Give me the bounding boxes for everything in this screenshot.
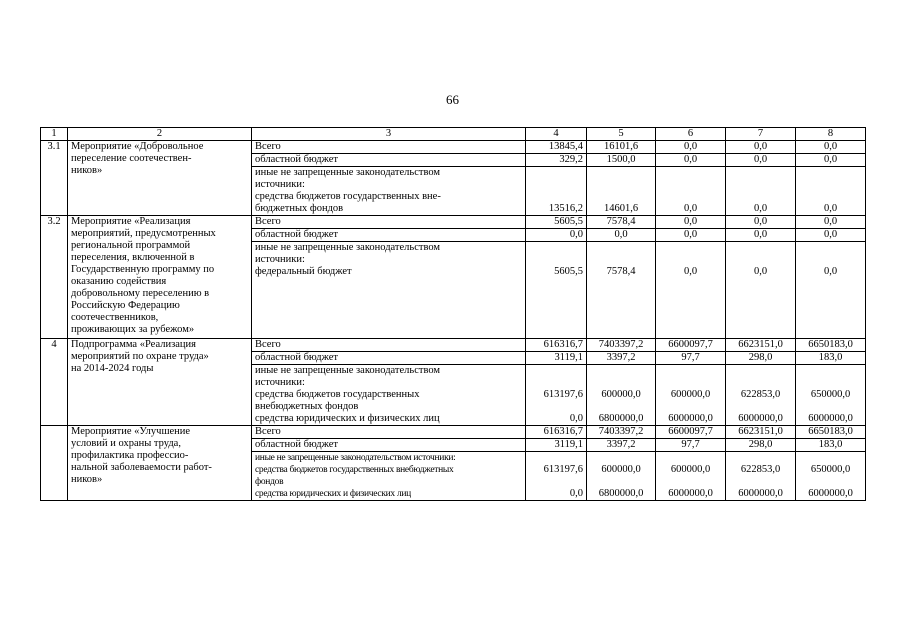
value: 6000000,0 <box>668 488 713 499</box>
header-col-3: 3 <box>252 128 526 141</box>
table-row <box>41 426 866 439</box>
value: 0,0 <box>683 141 698 152</box>
spacer <box>799 278 862 290</box>
value-cell-c7 <box>726 365 796 426</box>
value-cell-c6 <box>656 154 726 167</box>
value <box>529 191 583 203</box>
description-line: мероприятий по охране труда» <box>71 351 209 362</box>
row-number: 3.2 <box>41 216 68 339</box>
header-col-1: 1 <box>41 128 68 141</box>
value: 6600097,7 <box>668 426 713 437</box>
value <box>729 167 792 179</box>
value: 97,7 <box>681 352 700 363</box>
value: 600000,0 <box>601 389 641 400</box>
spacer <box>799 290 862 302</box>
value <box>659 476 722 488</box>
spacer <box>659 278 722 290</box>
value: 0,0 <box>683 154 698 165</box>
value-cell-c4 <box>526 426 587 439</box>
value <box>729 401 792 413</box>
value <box>799 179 862 191</box>
spacer <box>729 290 792 302</box>
description-line: переселения, включенной в <box>71 252 195 263</box>
value <box>529 401 583 413</box>
value: 0,0 <box>753 141 768 152</box>
value-cell-c5 <box>587 242 656 339</box>
value <box>529 452 583 464</box>
value: 7403397,2 <box>598 339 644 350</box>
funding-source <box>252 426 526 439</box>
source-line: внебюджетных фондов <box>255 401 359 412</box>
row-description <box>68 339 252 426</box>
value: 650000,0 <box>810 464 851 475</box>
value-cell-c7 <box>726 154 796 167</box>
value-cell-c8 <box>796 452 866 501</box>
value <box>529 377 583 389</box>
value <box>529 242 583 254</box>
value-cell-c7 <box>726 439 796 452</box>
value: 0,0 <box>823 229 838 240</box>
value: 0,0 <box>823 216 838 227</box>
description-line: проживающих за рубежом» <box>71 324 195 335</box>
source-line: фондов <box>255 477 284 487</box>
value <box>659 365 722 377</box>
value-cell-c7 <box>726 352 796 365</box>
value: 0,0 <box>753 266 768 277</box>
value-cell-c5 <box>587 141 656 154</box>
spacer <box>255 290 522 302</box>
value <box>729 254 792 266</box>
value <box>590 179 652 191</box>
value: 0,0 <box>753 154 768 165</box>
value: 183,0 <box>818 352 843 363</box>
spacer <box>729 326 792 338</box>
value: 5605,5 <box>554 266 583 277</box>
value <box>799 191 862 203</box>
value-cell-c5 <box>587 167 656 216</box>
spacer <box>255 278 522 290</box>
funding-source <box>252 352 526 365</box>
value <box>590 167 652 179</box>
value <box>529 179 583 191</box>
source-line: средства юридических и физических лиц <box>255 413 440 424</box>
value: 13845,4 <box>548 141 583 152</box>
value-cell-c6 <box>656 426 726 439</box>
value: 0,0 <box>823 203 838 214</box>
value <box>590 191 652 203</box>
value: 0,0 <box>569 488 583 499</box>
value: 183,0 <box>818 439 843 450</box>
value: 298,0 <box>748 352 773 363</box>
value <box>590 254 652 266</box>
value: 6000000,0 <box>668 413 713 424</box>
value <box>729 476 792 488</box>
value-cell-c5 <box>587 339 656 352</box>
value-cell-c7 <box>726 452 796 501</box>
value <box>799 476 862 488</box>
value-cell-c8 <box>796 154 866 167</box>
value: 7578,4 <box>606 216 636 227</box>
value-cell-c7 <box>726 141 796 154</box>
value: 298,0 <box>748 439 773 450</box>
value-cell-c5 <box>587 365 656 426</box>
value <box>590 365 652 377</box>
value: 0,0 <box>569 229 583 240</box>
value: 97,7 <box>681 439 700 450</box>
header-col-4: 4 <box>526 128 587 141</box>
row-number: 3.1 <box>41 141 68 216</box>
value <box>729 452 792 464</box>
description-line: нальной заболеваемости работ- <box>71 462 212 473</box>
source-line: иные не запрещенные законодательством источники: <box>255 453 456 463</box>
value: 613197,6 <box>543 464 583 475</box>
value <box>590 242 652 254</box>
value: 616316,7 <box>543 426 583 437</box>
header-row <box>41 128 866 141</box>
source-line: иные не запрещенные законодательством <box>255 242 441 253</box>
description-line: Государственную программу по <box>71 264 215 275</box>
value <box>729 242 792 254</box>
value: 3397,2 <box>606 352 636 363</box>
value: 7578,4 <box>606 266 636 277</box>
header-col-7: 7 <box>726 128 796 141</box>
value-cell-c6 <box>656 216 726 229</box>
value <box>799 452 862 464</box>
source-line: средства бюджетов государственных <box>255 389 420 400</box>
spacer <box>729 278 792 290</box>
value: 600000,0 <box>601 464 641 475</box>
spacer <box>799 326 862 338</box>
spacer <box>659 290 722 302</box>
source-line: источники: <box>255 254 305 265</box>
value <box>659 401 722 413</box>
value: 6000000,0 <box>738 488 783 499</box>
value-cell-c6 <box>656 439 726 452</box>
value-cell-c8 <box>796 365 866 426</box>
value <box>799 167 862 179</box>
value <box>590 476 652 488</box>
value: 16101,6 <box>603 141 639 152</box>
value <box>659 179 722 191</box>
value: 616316,7 <box>543 339 583 350</box>
value-cell-c4 <box>526 242 587 339</box>
value: 613197,6 <box>543 389 583 400</box>
value-cell-c8 <box>796 229 866 242</box>
value: 0,0 <box>753 229 768 240</box>
funding-source <box>252 141 526 154</box>
source-line: средства бюджетов государственных вне- <box>255 191 441 202</box>
value <box>799 365 862 377</box>
spacer <box>590 302 652 314</box>
header-col-5: 5 <box>587 128 656 141</box>
value: 622853,0 <box>740 464 781 475</box>
spacer <box>529 314 583 326</box>
value-cell-c4 <box>526 452 587 501</box>
spacer <box>659 302 722 314</box>
value <box>659 242 722 254</box>
value: 6650183,0 <box>808 426 853 437</box>
source-line: средства бюджетов государственных внебюджетных <box>255 465 454 475</box>
spacer <box>255 326 522 338</box>
spacer <box>529 326 583 338</box>
value: 6000000,0 <box>738 413 783 424</box>
source-line: областной бюджет <box>255 439 338 450</box>
value: 600000,0 <box>670 464 711 475</box>
funding-source <box>252 365 526 426</box>
value <box>659 191 722 203</box>
value: 0,0 <box>683 229 698 240</box>
value-cell-c4 <box>526 141 587 154</box>
source-line: областной бюджет <box>255 352 338 363</box>
value-cell-c4 <box>526 439 587 452</box>
spacer <box>799 302 862 314</box>
value-cell-c8 <box>796 216 866 229</box>
description-line: оказанию содействия <box>71 276 167 287</box>
value: 0,0 <box>753 203 768 214</box>
table-row <box>41 141 866 154</box>
value <box>659 377 722 389</box>
value: 6000000,0 <box>808 413 853 424</box>
value: 5605,5 <box>554 216 583 227</box>
table-row <box>41 339 866 352</box>
value-cell-c7 <box>726 339 796 352</box>
source-line: иные не запрещенные законодательством <box>255 365 441 376</box>
description-line: соотечественников, <box>71 312 159 323</box>
value-cell-c6 <box>656 229 726 242</box>
value: 6000000,0 <box>808 488 853 499</box>
value: 0,0 <box>753 216 768 227</box>
value-cell-c6 <box>656 141 726 154</box>
value: 600000,0 <box>670 389 711 400</box>
spacer <box>529 290 583 302</box>
header-col-2: 2 <box>68 128 252 141</box>
value: 0,0 <box>569 413 583 424</box>
source-line: областной бюджет <box>255 154 338 165</box>
value-cell-c6 <box>656 452 726 501</box>
source-line: областной бюджет <box>255 229 338 240</box>
spacer <box>729 314 792 326</box>
value <box>590 401 652 413</box>
funding-source <box>252 242 526 339</box>
value: 0,0 <box>683 216 698 227</box>
table-row <box>41 216 866 229</box>
value-cell-c8 <box>796 439 866 452</box>
row-description <box>68 141 252 216</box>
source-line: бюджетных фондов <box>255 203 344 214</box>
value <box>729 191 792 203</box>
source-line: иные не запрещенные законодательством <box>255 167 441 178</box>
value: 0,0 <box>823 141 838 152</box>
value: 0,0 <box>614 229 628 240</box>
description-line: условий и охраны труда, <box>71 438 181 449</box>
value-cell-c6 <box>656 365 726 426</box>
value-cell-c4 <box>526 352 587 365</box>
spacer <box>255 302 522 314</box>
value: 0,0 <box>823 266 838 277</box>
value: 0,0 <box>683 203 698 214</box>
value-cell-c8 <box>796 339 866 352</box>
value-cell-c7 <box>726 229 796 242</box>
value-cell-c6 <box>656 167 726 216</box>
value-cell-c8 <box>796 141 866 154</box>
description-line: профилактика профессио- <box>71 450 189 461</box>
funding-source <box>252 229 526 242</box>
value: 6650183,0 <box>808 339 853 350</box>
value-cell-c7 <box>726 426 796 439</box>
description-line: переселение соотечествен- <box>71 153 192 164</box>
source-line: Всего <box>255 141 281 152</box>
funding-source <box>252 154 526 167</box>
value-cell-c6 <box>656 242 726 339</box>
spacer <box>255 314 522 326</box>
description-line: Подпрограмма «Реализация <box>71 339 196 350</box>
value <box>799 401 862 413</box>
spacer <box>590 290 652 302</box>
spacer <box>729 302 792 314</box>
value: 622853,0 <box>740 389 781 400</box>
table-body <box>41 141 866 501</box>
value: 6623151,0 <box>738 426 783 437</box>
value-cell-c6 <box>656 352 726 365</box>
funding-source <box>252 167 526 216</box>
value-cell-c8 <box>796 352 866 365</box>
row-description <box>68 426 252 501</box>
description-line: добровольному переселению в <box>71 288 210 299</box>
page-number: 66 <box>446 92 459 107</box>
value-cell-c5 <box>587 154 656 167</box>
value-cell-c8 <box>796 426 866 439</box>
value: 1500,0 <box>606 154 636 165</box>
value <box>529 254 583 266</box>
description-line: Российскую Федерацию <box>71 300 180 311</box>
source-line: федеральный бюджет <box>255 266 352 277</box>
description-line: Мероприятие «Улучшение <box>71 426 191 437</box>
value: 6800000,0 <box>598 488 644 499</box>
funding-source <box>252 339 526 352</box>
budget-table <box>40 127 866 501</box>
value: 0,0 <box>683 266 698 277</box>
value: 6600097,7 <box>668 339 713 350</box>
value <box>590 377 652 389</box>
spacer <box>529 302 583 314</box>
row-number <box>41 426 68 501</box>
description-line: ников» <box>71 474 103 485</box>
funding-source <box>252 452 526 501</box>
value: 650000,0 <box>810 389 851 400</box>
value-cell-c7 <box>726 216 796 229</box>
value-cell-c4 <box>526 339 587 352</box>
value: 6800000,0 <box>598 413 644 424</box>
value-cell-c5 <box>587 439 656 452</box>
value <box>729 179 792 191</box>
description-line: Мероприятие «Добровольное <box>71 141 204 152</box>
value <box>729 377 792 389</box>
value <box>529 167 583 179</box>
description-line: региональной программой <box>71 240 191 251</box>
value-cell-c4 <box>526 216 587 229</box>
value-cell-c5 <box>587 452 656 501</box>
value <box>799 242 862 254</box>
value-cell-c4 <box>526 167 587 216</box>
value: 3119,1 <box>554 439 583 450</box>
row-number: 4 <box>41 339 68 426</box>
value <box>659 254 722 266</box>
funding-source <box>252 216 526 229</box>
row-description <box>68 216 252 339</box>
value-cell-c4 <box>526 365 587 426</box>
value <box>529 476 583 488</box>
value <box>529 365 583 377</box>
value <box>799 377 862 389</box>
spacer <box>590 278 652 290</box>
value: 3119,1 <box>554 352 583 363</box>
funding-source <box>252 439 526 452</box>
value-cell-c6 <box>656 339 726 352</box>
value: 6623151,0 <box>738 339 783 350</box>
source-line: источники: <box>255 377 305 388</box>
spacer <box>529 278 583 290</box>
header-col-8: 8 <box>796 128 866 141</box>
value-cell-c8 <box>796 167 866 216</box>
value-cell-c8 <box>796 242 866 339</box>
value <box>659 452 722 464</box>
source-line: Всего <box>255 339 281 350</box>
source-line: Всего <box>255 426 281 437</box>
spacer <box>799 314 862 326</box>
value <box>799 254 862 266</box>
value: 13516,2 <box>548 203 583 214</box>
value-cell-c4 <box>526 229 587 242</box>
value <box>659 167 722 179</box>
description-line: на 2014-2024 годы <box>71 363 154 374</box>
source-line: средства юридических и физических лиц <box>255 489 411 499</box>
value-cell-c5 <box>587 426 656 439</box>
value: 3397,2 <box>606 439 636 450</box>
value: 0,0 <box>823 154 838 165</box>
value: 329,2 <box>559 154 583 165</box>
value-cell-c5 <box>587 352 656 365</box>
spacer <box>590 314 652 326</box>
description-line: Мероприятие «Реализация <box>71 216 191 227</box>
spacer <box>590 326 652 338</box>
spacer <box>659 326 722 338</box>
value: 7403397,2 <box>598 426 644 437</box>
value <box>729 365 792 377</box>
value-cell-c7 <box>726 242 796 339</box>
spacer <box>659 314 722 326</box>
source-line: Всего <box>255 216 281 227</box>
source-line: источники: <box>255 179 305 190</box>
value-cell-c5 <box>587 229 656 242</box>
header-col-6: 6 <box>656 128 726 141</box>
value-cell-c7 <box>726 167 796 216</box>
value <box>590 452 652 464</box>
description-line: ников» <box>71 165 103 176</box>
value-cell-c4 <box>526 154 587 167</box>
description-line: мероприятий, предусмотренных <box>71 228 216 239</box>
value: 14601,6 <box>603 203 639 214</box>
value-cell-c5 <box>587 216 656 229</box>
